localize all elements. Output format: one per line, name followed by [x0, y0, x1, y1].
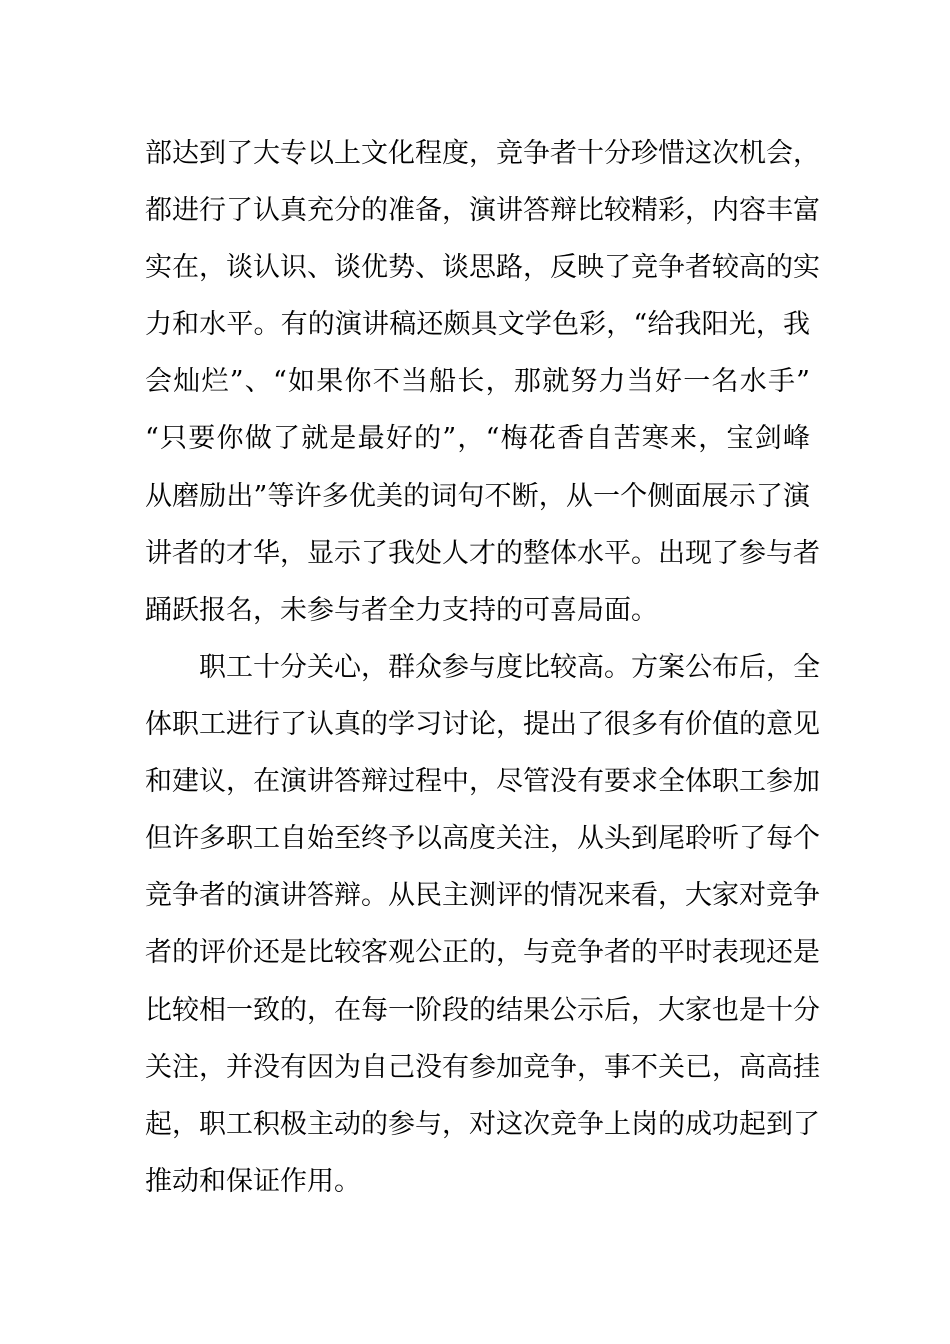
paragraph-line: “只要你做了就是最好的”，“梅花香自苦寒来，宝剑峰: [145, 423, 810, 455]
paragraph-1: [145, 125, 820, 639]
paragraph-line: 但许多职工自始至终予以高度关注，从头到尾聆听了每个: [145, 823, 820, 855]
paragraph-line: 实在，谈认识、谈优势、谈思路，反映了竞争者较高的实: [145, 252, 820, 284]
paragraph-line: 职工十分关心，群众参与度比较高。方案公布后，全: [199, 652, 820, 683]
paragraph-line: 关注，并没有因为自己没有参加竞争，事不关已，高高挂: [145, 1051, 820, 1083]
paragraph-line: 竞争者的演讲答辩。从民主测评的情况来看，大家对竞争: [145, 880, 820, 912]
paragraph-line: 会灿烂”、“如果你不当船长，那就努力当好一名水手”: [145, 366, 810, 398]
paragraph-line: 体职工进行了认真的学习讨论，提出了很多有价值的意见: [145, 709, 820, 741]
paragraph-line: 起，职工积极主动的参与，对这次竞争上岗的成功起到了: [145, 1108, 820, 1140]
paragraph-2: [145, 639, 820, 1210]
paragraph-line: 部达到了大专以上文化程度，竞争者十分珍惜这次机会，: [145, 138, 820, 169]
paragraph-line: 推动和保证作用。: [145, 1165, 361, 1197]
paragraph-line: 力和水平。有的演讲稿还颇具文学色彩，“给我阳光，我: [145, 309, 810, 341]
paragraph-line: 讲者的才华，显示了我处人才的整体水平。出现了参与者: [145, 537, 820, 569]
paragraph-line: 比较相一致的，在每一阶段的结果公示后，大家也是十分: [145, 994, 820, 1026]
paragraph-line: 者的评价还是比较客观公正的，与竞争者的平时表现还是: [145, 937, 820, 969]
paragraph-line: 和建议，在演讲答辩过程中，尽管没有要求全体职工参加: [145, 766, 820, 798]
paragraph-line: 都进行了认真充分的准备，演讲答辩比较精彩，内容丰富: [145, 195, 820, 227]
paragraph-line: 从磨励出”等许多优美的词句不断，从一个侧面展示了演: [145, 480, 810, 512]
paragraph-line: 踊跃报名，未参与者全力支持的可喜局面。: [145, 594, 658, 626]
